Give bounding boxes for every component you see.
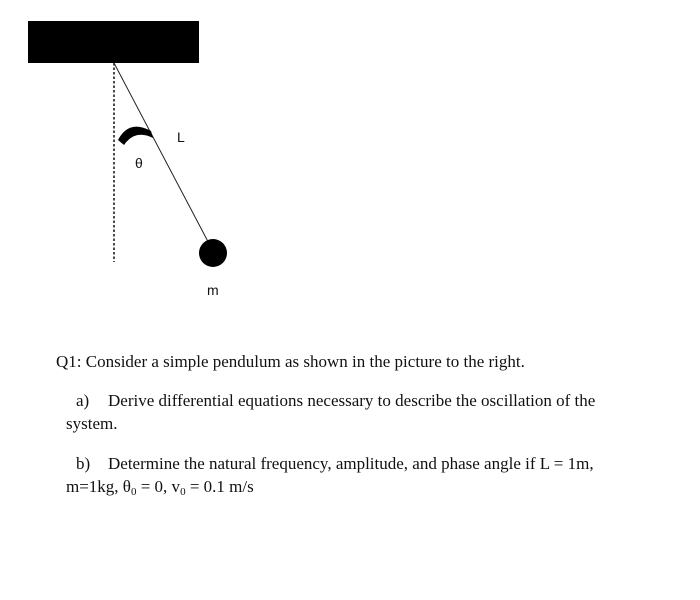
part-a-marker: a) xyxy=(76,391,90,410)
part-a-line1 xyxy=(76,389,595,412)
v-subscript: 0 xyxy=(180,486,186,498)
question-title: Q1: Consider a simple pendulum as shown in the picture to the right. xyxy=(56,352,525,371)
angle-label: θ xyxy=(135,155,143,171)
part-b-text: Determine the natural frequency, amplitude, and phase angle if L = 1m, xyxy=(108,454,594,473)
part-b-line2 xyxy=(66,475,254,498)
part-a-text: Derive differential equations necessary to describe the oscillation of the xyxy=(108,391,596,410)
part-b-marker: b) xyxy=(76,454,91,473)
length-label: L xyxy=(177,129,185,145)
pendulum-string xyxy=(114,63,214,253)
part-b-line1 xyxy=(76,452,594,475)
mass-label: m xyxy=(207,282,219,298)
part-b-line2-text: m=1kg, θ xyxy=(66,477,131,496)
ceiling-support xyxy=(28,21,199,63)
angle-arc-wedge xyxy=(118,127,153,145)
part-b-line2-mid: = 0, v xyxy=(136,477,181,496)
part-b-line2-end: = 0.1 m/s xyxy=(185,477,254,496)
part-a-line2: system. xyxy=(66,414,118,433)
theta-subscript: 0 xyxy=(130,486,137,498)
pendulum-mass xyxy=(199,239,227,267)
